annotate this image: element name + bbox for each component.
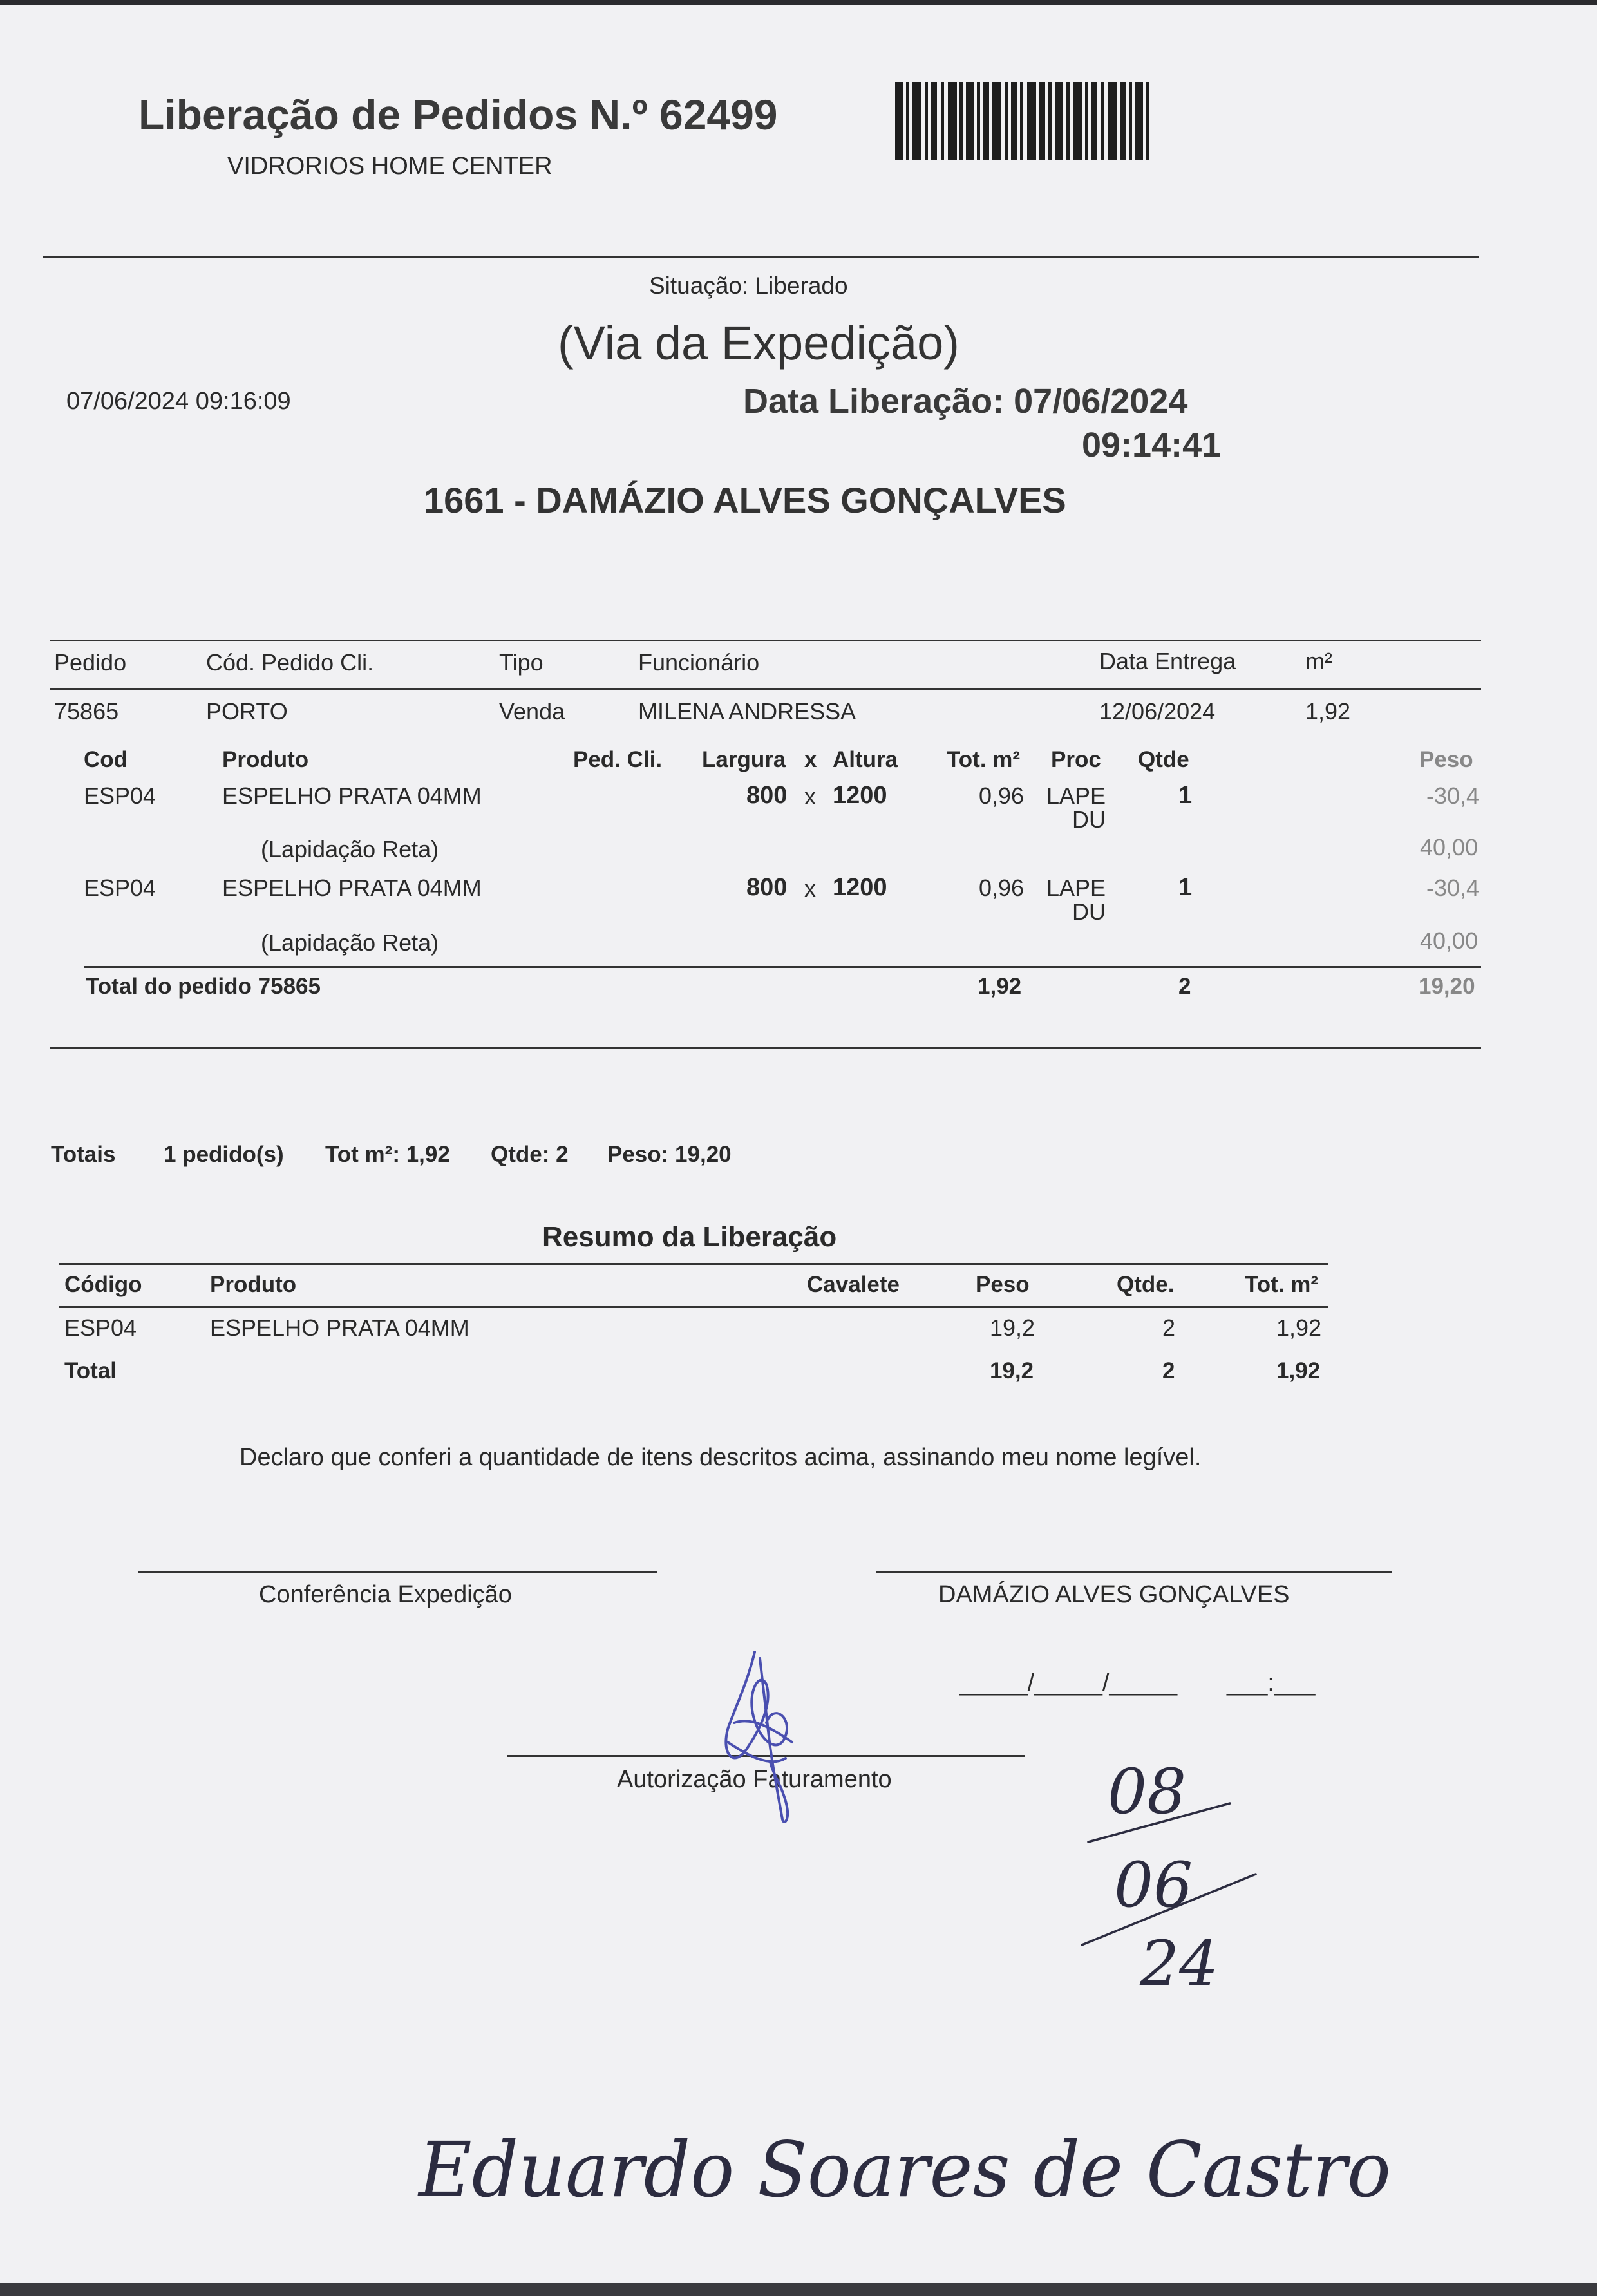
order-total-m2: 1,92 [978,974,1022,999]
summary-peso: 19,2 [990,1314,1035,1341]
signature-label-conferencia: Conferência Expedição [259,1581,512,1608]
col-proc: Proc [1051,747,1101,772]
col-produto: Produto [210,1272,297,1297]
summary-total-peso: 19,2 [990,1358,1034,1383]
item-tot-m2: 0,96 [979,783,1025,809]
status-text: Situação: Liberado [649,272,848,299]
col-pedido: Pedido [54,649,127,676]
col-x: x [804,747,817,772]
item-tot-m2: 0,96 [979,875,1025,901]
barcode-icon [895,82,1149,160]
col-data-entrega: Data Entrega [1099,648,1236,674]
summary-codigo: ESP04 [64,1314,137,1341]
item-cod: ESP04 [84,875,156,901]
item-cod: ESP04 [84,783,156,809]
order-table-top-rule [50,640,1481,641]
col-altura: Altura [833,747,898,772]
scan-top-edge [0,0,1597,5]
handwritten-month: 06 [1114,1849,1193,1921]
item-process-desc: (Lapidação Reta) [261,929,439,956]
col-cod: Cod [84,747,128,772]
handwritten-year: 24 [1140,1928,1219,2000]
copy-type-heading: (Via da Expedição) [558,316,959,370]
item-proc-line2: DU [1072,898,1106,925]
signature-line-conferencia [138,1571,657,1573]
order-table-header-rule [50,688,1481,690]
col-peso: Peso [1419,747,1473,772]
col-qtde: Qtde [1138,747,1189,772]
item-x: x [804,875,816,902]
order-total-label: Total do pedido 75865 [86,974,321,999]
order-section-bottom-rule [50,1047,1481,1049]
time-blank: ___:___ [1227,1669,1316,1696]
item-altura: 1200 [833,782,887,809]
item-altura: 1200 [833,874,887,901]
declaration-text: Declaro que conferi a quantidade de itens descritos acima, assinando meu nome legível. [240,1444,1202,1471]
order-funcionario: MILENA ANDRESSA [638,698,856,725]
col-m2: m² [1305,648,1332,674]
summary-produto: ESPELHO PRATA 04MM [210,1314,469,1341]
item-proc-line2: DU [1072,806,1106,833]
item-largura: 800 [746,874,788,901]
item-process-value: 40,00 [1420,927,1479,954]
signature-name-text: Eduardo Soares de Castro [417,2125,1391,2214]
totals-pedidos: 1 pedido(s) [164,1142,284,1167]
item-proc-line1: LAPE [1046,875,1106,901]
company-name: VIDRORIOS HOME CENTER [227,153,553,180]
summary-tot-m2: 1,92 [1276,1314,1322,1341]
item-process-value: 40,00 [1420,834,1479,860]
client-name-heading: 1661 - DAMÁZIO ALVES GONÇALVES [424,480,1066,520]
order-total-qtde: 2 [1178,974,1191,999]
totals-label: Totais [51,1142,116,1167]
item-peso: -30,4 [1426,875,1480,901]
item-qtde: 1 [1178,782,1193,809]
col-cavalete: Cavalete [807,1272,900,1297]
order-pedido: 75865 [54,698,119,725]
summary-total-label: Total [64,1358,117,1383]
summary-title: Resumo da Liberação [542,1221,837,1253]
summary-header-rule [59,1306,1328,1308]
totals-peso: Peso: 19,20 [607,1142,732,1167]
order-m2: 1,92 [1305,698,1351,725]
col-tot-m2: Tot. m² [1245,1272,1319,1297]
release-date: Data Liberação: 07/06/2024 [743,382,1188,421]
col-peso: Peso [976,1272,1030,1297]
col-produto: Produto [222,747,309,772]
col-tot-m2: Tot. m² [947,747,1021,772]
date-blank: _____/_____/_____ [959,1669,1178,1696]
summary-total-tot-m2: 1,92 [1276,1358,1321,1383]
page-title: Liberação de Pedidos N.º 62499 [138,91,778,138]
col-qtde: Qtde. [1117,1272,1175,1297]
order-total-peso: 19,20 [1419,974,1475,999]
order-data-entrega: 12/06/2024 [1099,698,1216,725]
handwritten-date [1069,1732,1275,2003]
scan-bottom-edge [0,2283,1597,2296]
item-proc-line1: LAPE [1046,783,1106,809]
item-peso: -30,4 [1426,783,1480,809]
signature-label-autorizacao: Autorização Faturamento [617,1766,892,1793]
col-codigo: Código [64,1272,142,1297]
header-divider [43,256,1479,258]
items-total-rule [84,966,1481,968]
item-x: x [804,783,816,810]
summary-total-qtde: 2 [1162,1358,1175,1383]
item-produto: ESPELHO PRATA 04MM [222,783,482,809]
totals-qtde: Qtde: 2 [491,1142,569,1167]
order-tipo: Venda [499,698,565,725]
signature-label-client: DAMÁZIO ALVES GONÇALVES [938,1581,1290,1608]
summary-top-rule [59,1263,1328,1265]
item-produto: ESPELHO PRATA 04MM [222,875,482,901]
item-qtde: 1 [1178,874,1193,901]
handwritten-signature [412,2106,1417,2222]
printed-timestamp: 07/06/2024 09:16:09 [66,388,291,415]
summary-qtde: 2 [1162,1314,1176,1341]
release-time: 09:14:41 [1082,426,1222,464]
col-funcionario: Funcionário [638,649,760,676]
handwritten-day: 08 [1108,1756,1187,1828]
col-cod-pedido-cli: Cód. Pedido Cli. [206,649,374,676]
item-largura: 800 [746,782,788,809]
handwritten-initials [708,1646,811,1826]
col-largura: Largura [702,747,786,772]
signature-line-client [876,1571,1392,1573]
totals-m2: Tot m²: 1,92 [325,1142,450,1167]
col-tipo: Tipo [499,649,543,676]
col-ped-cli: Ped. Cli. [573,747,663,772]
item-process-desc: (Lapidação Reta) [261,836,439,862]
order-cod-pedido-cli: PORTO [206,698,288,725]
